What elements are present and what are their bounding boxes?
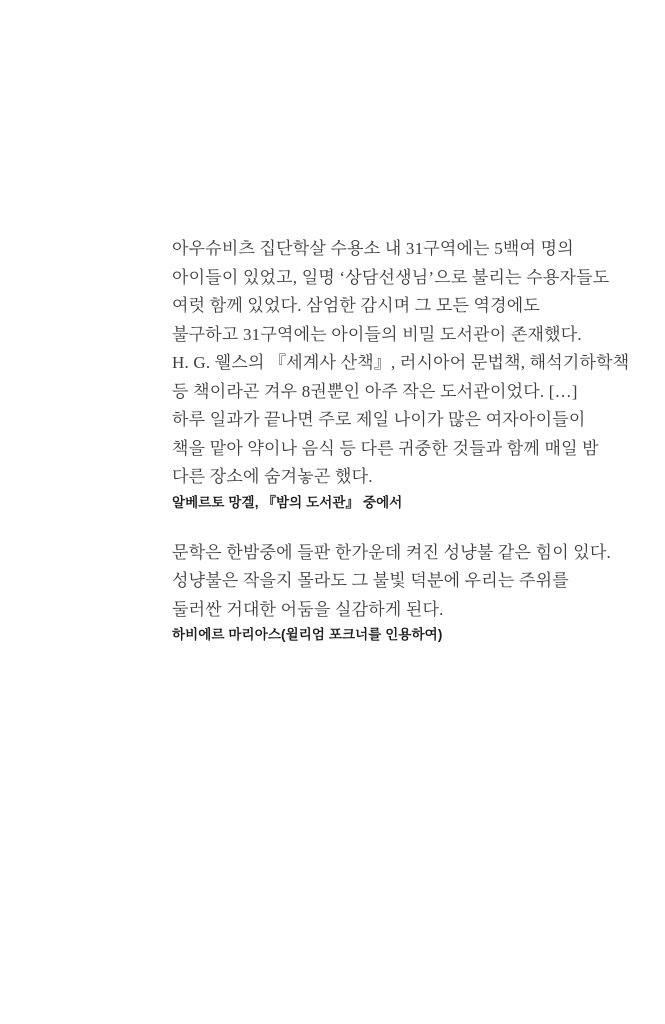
quote-line: 아이들이 있었고, 일명 ‘상담선생님’으로 불리는 수용자들도 — [172, 267, 610, 287]
quote-line: 문학은 한밤중에 들판 한가운데 켜진 성냥불 같은 힘이 있다. — [172, 542, 611, 562]
quote-line: 등 책이라곤 겨우 8권뿐인 아주 작은 도서관이었다. […] — [172, 381, 578, 401]
quote-line: 여럿 함께 있었다. 삼엄한 감시며 그 모든 역경에도 — [172, 296, 541, 315]
quote-2-body — [172, 539, 624, 625]
quote-line: 책을 맡아 약이나 음식 등 다른 귀중한 것들과 함께 매일 밤 — [172, 438, 599, 458]
quote-line: H. G. 웰스의 『세계사 산책』, 러시아어 문법책, 해석기하학책 — [172, 353, 630, 372]
quote-2-block — [172, 539, 624, 646]
quote-line: 성냥불은 작을지 몰라도 그 불빛 덕분에 우리는 주위를 — [172, 571, 569, 590]
quote-1-block — [172, 235, 630, 513]
quote-line: 아우슈비츠 집단학살 수용소 내 31구역에는 5백여 명의 — [172, 239, 574, 258]
epigraph-text-block — [172, 235, 630, 645]
quote-line: 하루 일과가 끝나면 주로 제일 나이가 많은 여자아이들이 — [172, 410, 586, 429]
quote-line: 불구하고 31구역에는 아이들의 비밀 도서관이 존재했다. — [172, 324, 582, 344]
quote-line: 다른 장소에 숨겨놓곤 했다. — [172, 467, 373, 486]
quote-1-body — [172, 235, 630, 492]
quote-2-attribution: 하비에르 마리아스(윌리엄 포크너를 인용하여) — [172, 627, 443, 642]
quote-1-attribution: 알베르토 망겔, 『밤의 도서관』 중에서 — [172, 494, 403, 510]
quote-line: 둘러싼 거대한 어둠을 실감하게 된다. — [172, 599, 444, 619]
